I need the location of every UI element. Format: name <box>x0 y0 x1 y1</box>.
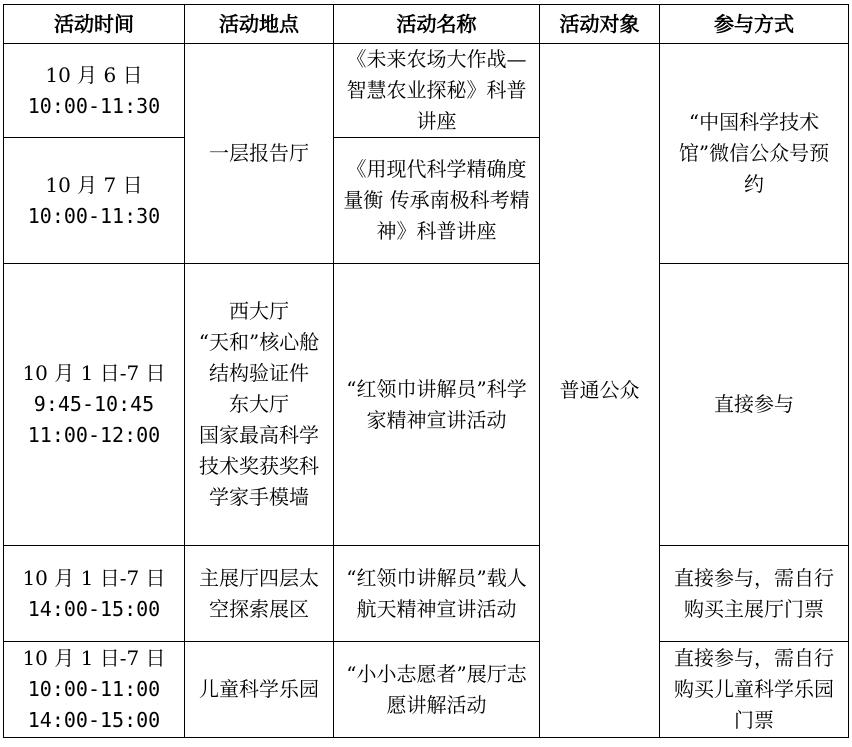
participation-cell-merged: “中国科学技术馆”微信公众号预约 <box>660 44 849 264</box>
participation-cell: 直接参与 <box>660 264 849 546</box>
date-text: 10 月 7 日 <box>45 172 143 197</box>
table-header-row <box>4 5 849 44</box>
header-time: 活动时间 <box>4 5 185 44</box>
location-cell-merged: 一层报告厅 <box>185 44 334 264</box>
table-row <box>4 546 849 642</box>
time-range-text: 14:00-15:00 <box>27 708 161 732</box>
table-row <box>4 44 849 138</box>
activity-name-cell: “红领巾讲解员”载人航天精神宣讲活动 <box>334 546 540 642</box>
time-range-text: 10:00-11:30 <box>27 93 161 118</box>
activity-schedule-table <box>3 4 849 738</box>
time-range-text: 10:00-11:30 <box>27 203 161 228</box>
time-cell <box>4 546 185 642</box>
audience-cell-merged: 普通公众 <box>540 44 660 738</box>
activity-name-cell: 《用现代科学精确度量衡 传承南极科考精神》科普讲座 <box>334 138 540 264</box>
header-activity-name: 活动名称 <box>334 5 540 44</box>
date-text: 10 月 1 日-7 日 <box>22 361 166 385</box>
table-row <box>4 642 849 738</box>
location-cell: 儿童科学乐园 <box>185 642 334 738</box>
header-participation: 参与方式 <box>660 5 849 44</box>
location-text: 结构验证件 <box>209 361 309 385</box>
location-text: 国家最高科学技术奖获奖科学家手模墙 <box>199 423 319 509</box>
date-text: 10 月 6 日 <box>45 62 143 87</box>
participation-cell: 直接参与，需自行购买主展厅门票 <box>660 546 849 642</box>
participation-cell: 直接参与，需自行购买儿童科学乐园门票 <box>660 642 849 738</box>
time-cell <box>4 264 185 546</box>
location-cell: 主展厅四层太空探索展区 <box>185 546 334 642</box>
location-text: 东大厅 <box>229 392 289 416</box>
time-range-text: 10:00-11:00 <box>27 677 161 701</box>
location-cell <box>185 264 334 546</box>
location-text: 西大厅 <box>229 299 289 323</box>
time-range-text: 11:00-12:00 <box>27 423 161 447</box>
activity-name-cell: “小小志愿者”展厅志愿讲解活动 <box>334 642 540 738</box>
date-text: 10 月 1 日-7 日 <box>22 565 166 590</box>
activity-name-cell: “红领巾讲解员”科学家精神宣讲活动 <box>334 264 540 546</box>
time-range-text: 14:00-15:00 <box>27 596 161 621</box>
date-text: 10 月 1 日-7 日 <box>22 646 166 670</box>
time-range-text: 9:45-10:45 <box>33 392 155 416</box>
location-text: “天和”核心舱 <box>198 330 320 354</box>
header-location: 活动地点 <box>185 5 334 44</box>
time-cell <box>4 642 185 738</box>
table-row <box>4 264 849 546</box>
time-cell <box>4 138 185 264</box>
activity-name-cell: 《未来农场大作战—智慧农业探秘》科普讲座 <box>334 44 540 138</box>
header-audience: 活动对象 <box>540 5 660 44</box>
time-cell <box>4 44 185 138</box>
